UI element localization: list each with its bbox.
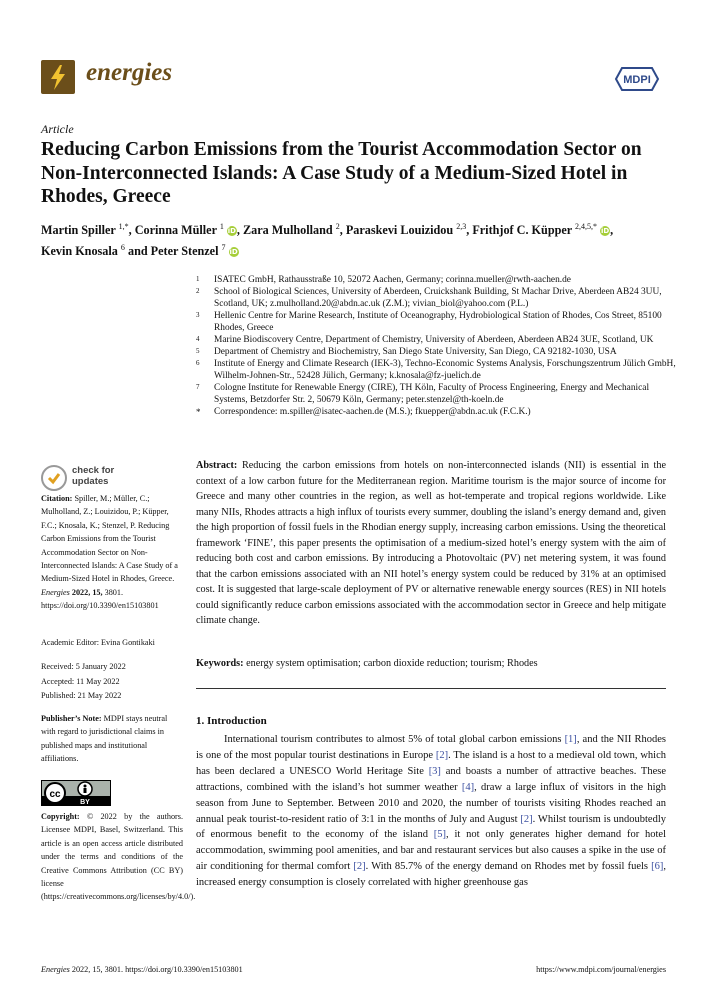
affiliation-number: * (196, 407, 201, 417)
journal-name: energies (86, 59, 173, 86)
keywords-text: energy system optimisation; carbon dioxide reduction; tourism; Rhodes (246, 658, 538, 669)
svg-text:MDPI: MDPI (623, 74, 651, 86)
citation-link[interactable]: [3] (428, 765, 441, 777)
citation-link[interactable]: [1] (564, 734, 577, 745)
intro-text: , draw a large influx of visitors in the high season from June to September. Between 2010 and 2020, the number of tourists visiting Rhodes reached an annual peak tourist-to-resident ratio of 3:1 in the months of July and August (196, 781, 667, 825)
intro-text: . Whilst tourism is undoubtedly of enormous benefit to the economy of the island (196, 813, 666, 841)
affiliation-number: 3 (196, 311, 200, 319)
citation-link[interactable]: [2] (353, 861, 366, 873)
affiliation-text: Institute of Energy and Climate Research (IEK-3), Techno-Economic Systems Analysis, Forschungszentrum Jülich GmbH, Wilhelm-Johnen-Str., 52428 Jülich, Germany; k.knosala@fz-juelich.de (214, 359, 676, 381)
check-updates-icon (41, 465, 67, 491)
affiliation-list (196, 274, 676, 418)
affiliation-item (196, 346, 676, 358)
check-updates-line2: updates (72, 476, 109, 487)
copyright-block (41, 810, 196, 904)
citation-link[interactable]: [2] (520, 813, 533, 825)
affiliation-text: Department of Chemistry and Biochemistry, San Diego State University, San Diego, CA 92182-1030, USA (214, 347, 617, 357)
affiliation-text: ISATEC GmbH, Rathausstraße 10, 52072 Aachen, Germany; corinna.mueller@rwth-aachen.de (214, 275, 571, 285)
citation-doi[interactable]: 3801. https://doi.org/10.3390/en15103801 (41, 587, 159, 611)
publisher-note-text: MDPI stays neutral with regard to jurisdictional claims in published maps and institutional affiliations. (41, 714, 168, 764)
affiliation-text: School of Biological Sciences, University of Aberdeen, Cruickshank Building, St Machar Drive, Aberdeen AB24 3UU, Scotland, UK; z.mulholland.20@abdn.ac.uk (Z.M.); vivian_biol@yahoo.com (P.L.) (214, 287, 662, 309)
affiliation-text: Cologne Institute for Renewable Energy (CIRE), TH Köln, Faculty of Process Engineering, Energy and Mechanical Systems, Betzdorfer Str. 2, 50679 Köln, Germany; peter.stenzel@th-koeln.de (214, 383, 650, 405)
author-affiliation-ref: 7 (221, 243, 226, 253)
intro-text: , it not only generates higher demand for hotel accommodation, swimming pool amenities, and bar and restaurant services but also causes a spike in the use of air conditioning for thermal comfort (196, 829, 666, 873)
affiliation-text: Correspondence: m.spiller@isatec-aachen.de (M.S.); fkuepper@abdn.ac.uk (F.C.K.) (214, 407, 531, 417)
affiliation-text: Marine Biodiscovery Centre, Department of Chemistry, University of Aberdeen, Aberdeen AB24 3UE, Scotland, UK (214, 335, 654, 345)
author-separator: , (339, 223, 346, 238)
affiliation-number: 5 (196, 347, 200, 355)
accepted-date: Accepted: 11 May 2022 (41, 677, 120, 686)
author-affiliation-ref: 2,4,5,* (575, 222, 598, 231)
intro-text: and boasts a number of attractive beaches. These attractions, combined with the island’s hot summer weather (196, 765, 666, 793)
footer-citation (41, 965, 243, 974)
author-separator: , (466, 223, 473, 238)
svg-text:BY: BY (80, 799, 90, 806)
check-for-updates-badge[interactable] (41, 463, 161, 493)
mdpi-logo (612, 66, 662, 92)
citation-year-vol: 2022, 15, (71, 587, 103, 597)
affiliation-item (196, 406, 676, 418)
citation-text: Spiller, M.; Müller, C.; Mulholland, Z.; Louizidou, P.; Küpper, F.C.; Knosala, K.; Stenzel, P. Reducing Carbon Emissions from the Tourist Accommodation Sector on Non-Interconnected Islands: A Case Study of a Medium-Sized Hotel in Rhodes, Greece. (41, 494, 178, 584)
author-affiliation-ref: 1,* (118, 222, 129, 231)
footer-doi[interactable]: 2022, 15, 3801. https://doi.org/10.3390/en15103801 (71, 965, 243, 974)
author-name: Paraskevi Louizidou $^{2,3}$ (345, 222, 467, 238)
affiliation-item (196, 286, 676, 310)
citation-link[interactable]: [5] (433, 829, 447, 841)
affiliation-item (196, 310, 676, 334)
copyright-label: Copyright: (41, 812, 80, 821)
cc-by-license-badge[interactable] (41, 780, 111, 806)
citation-label: Citation: (41, 494, 73, 503)
author-list (41, 218, 681, 260)
citation-link[interactable]: [4] (461, 781, 475, 793)
author-separator: , (236, 223, 243, 238)
keywords-label: Keywords: (196, 658, 244, 669)
abstract-block (196, 458, 666, 629)
abstract-label: Abstract: (196, 460, 238, 471)
author-affiliation-ref: 2 (335, 222, 340, 231)
affiliation-item (196, 382, 676, 406)
affiliation-number: 2 (196, 287, 200, 295)
copyright-text: © 2022 by the authors. Licensee MDPI, Basel, Switzerland. This article is an open access article distributed under the terms and conditions of the Creative Commons Attribution (CC BY) license (https://creativecommons.org/licenses/by/4.0/). (41, 812, 196, 902)
abstract-text: Reducing the carbon emissions from hotels on non-interconnected islands (NII) is essential in the context of a low carbon future for the Mediterranean region. Maritime tourism is the major source of income for Greece and many other countries in the region, as well as hot-temperate and tropical regions worldwide. Like many NIIs, Rhodes attracts a high influx of tourists every summer, doubling the island’s energy demand and, given the high proportion of fossil fuels in the Rhodian energy supply, increasing carbon emissions. Using the theoretical framework ‘FINE’, this paper presents the optimisation of a medium-sized hotel’s energy system with the aim of reducing both cost and carbon emissions. By introducing a Photovoltaic (PV) net metering system, it was found that the carbon emissions associated with an NII hotel’s energy system could be reduced by 31% at an optimised cost. It is suggested that large-scale deployment of PV or alternative renewable energy sources (RES) in NII hotels could significantly reduce carbon emissions associated with the accommodation sector in Greece and help mitigate climate change. (196, 460, 667, 626)
author-separator: , (128, 223, 135, 238)
author-affiliation-ref: 1 (219, 222, 224, 231)
introduction-paragraph (196, 732, 666, 891)
published-date: Published: 21 May 2022 (41, 691, 122, 700)
citation-block (41, 492, 183, 613)
svg-text:cc: cc (49, 789, 61, 800)
article-title: Reducing Carbon Emissions from the Tourist Accommodation Sector on Non-Interconnected Islands: A Case Study of a Medium-Sized Hotel in Rhodes, Greece (41, 139, 642, 208)
journal-logo (41, 60, 75, 94)
citation-link[interactable]: [6] (651, 861, 664, 873)
author-name: Kevin Knosala $^6$ (41, 243, 125, 259)
author-name: Martin Spiller $^{1,*}$ (41, 222, 129, 238)
academic-editor: Academic Editor: Evina Gontikaki (41, 638, 155, 647)
affiliation-item (196, 334, 676, 346)
author-name: Frithjof C. Küpper $^{2,4,5,*}$ (472, 222, 598, 238)
affiliation-number: 1 (196, 275, 200, 283)
intro-text: . With 85.7% of the energy demand on Rhodes met by fossil fuels (365, 861, 648, 873)
author-name: Corinna Müller $^1$ (134, 222, 224, 238)
publisher-note (41, 712, 183, 766)
author-name: Peter Stenzel $^7$ (150, 243, 226, 259)
footer-journal-url[interactable]: https://www.mdpi.com/journal/energies (536, 965, 666, 974)
footer-journal: Energies (41, 965, 70, 974)
intro-text: International tourism contributes to almost 5% of total global carbon emissions (224, 734, 562, 745)
received-date: Received: 5 January 2022 (41, 662, 126, 671)
affiliation-item (196, 358, 676, 382)
affiliation-item (196, 274, 676, 286)
orcid-icon[interactable]: iD (227, 227, 236, 236)
author-separator: and (124, 244, 151, 259)
author-affiliation-ref: 2,3 (456, 222, 467, 231)
check-updates-line1: check for (72, 465, 115, 476)
orcid-icon[interactable]: iD (600, 227, 610, 236)
section-title-introduction: 1. Introduction (196, 715, 267, 727)
publisher-note-label: Publisher’s Note: (41, 714, 102, 723)
affiliation-number: 4 (196, 335, 200, 343)
affiliation-number: 7 (196, 383, 200, 391)
intro-text: , and the NII Rhodes is one of the most popular tourist destinations in Europe (196, 734, 666, 761)
keywords-block (196, 656, 666, 672)
author-name: Zara Mulholland $^2$ (242, 222, 340, 238)
citation-journal: Energies (41, 587, 70, 597)
article-type: Article (41, 122, 74, 136)
affiliation-number: 6 (196, 359, 200, 367)
orcid-icon[interactable]: iD (229, 248, 238, 257)
intro-text: , increased energy consumption is closely correlated with higher greenhouse gas (196, 861, 667, 889)
author-affiliation-ref: 6 (120, 243, 125, 253)
author-separator: , (610, 223, 614, 238)
intro-text: . The island is a host to a medieval old town, which has been declared a UNESCO World Heritage Site (196, 749, 667, 777)
citation-link[interactable]: [2] (435, 749, 449, 761)
affiliation-text: Hellenic Centre for Marine Research, Institute of Oceanography, Hydrobiological Station of Rhodes, Cos Street, 85100 Rhodes, Greece (214, 311, 662, 333)
section-divider (196, 688, 666, 689)
